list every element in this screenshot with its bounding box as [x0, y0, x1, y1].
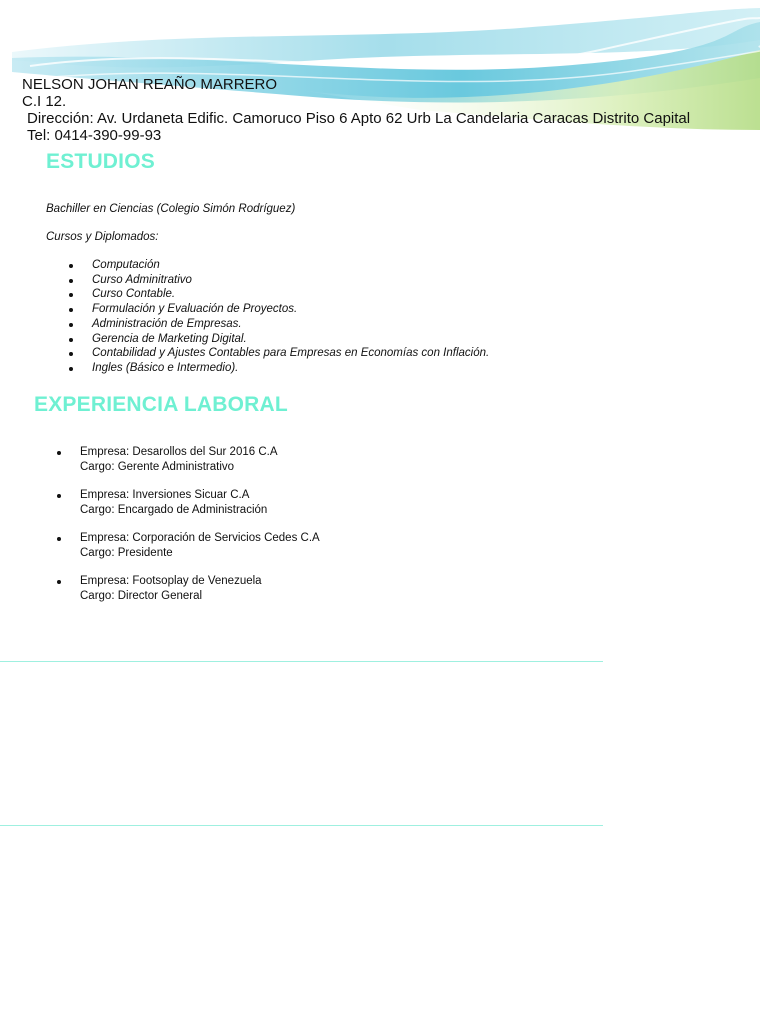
address: Dirección: Av. Urdaneta Edific. Camoruco Piso 6 Apto 62 Urb La Candelaria Caracas Distrito Capital	[27, 110, 691, 127]
job-company: Empresa: Inversiones Sicuar C.A	[80, 489, 250, 501]
job-position: Cargo: Encargado de Administración	[80, 503, 268, 516]
phone: Tel: 0414-390-99-93	[27, 127, 162, 144]
full-name: NELSON JOHAN REAÑO MARRERO	[22, 76, 278, 93]
studies-title: ESTUDIOS	[46, 150, 155, 173]
job-list	[34, 445, 320, 617]
list-item	[34, 488, 320, 517]
list-item: Ingles (Básico e Intermedio).	[46, 361, 489, 376]
list-item	[34, 531, 320, 560]
list-item: Computación	[46, 258, 489, 273]
job-company: Empresa: Corporación de Servicios Cedes C.A	[80, 532, 320, 544]
job-company: Empresa: Desarollos del Sur 2016 C.A	[80, 446, 278, 458]
job-position: Cargo: Presidente	[80, 546, 173, 559]
divider-line	[0, 661, 603, 662]
list-item: Curso Adminitrativo	[46, 273, 489, 288]
courses-heading: Cursos y Diplomados:	[46, 231, 159, 243]
course-list	[46, 258, 489, 376]
list-item: Contabilidad y Ajustes Contables para Empresas en Economías con Inflación.	[46, 346, 489, 361]
degree: Bachiller en Ciencias (Colegio Simón Rodríguez)	[46, 203, 296, 215]
list-item: Formulación y Evaluación de Proyectos.	[46, 302, 489, 317]
divider-line	[0, 825, 603, 826]
job-position: Cargo: Director General	[80, 589, 203, 602]
list-item: Administración de Empresas.	[46, 317, 489, 332]
job-position: Cargo: Gerente Administrativo	[80, 460, 235, 473]
list-item: Gerencia de Marketing Digital.	[46, 332, 489, 347]
job-company: Empresa: Footsoplay de Venezuela	[80, 575, 262, 587]
list-item: Curso Contable.	[46, 287, 489, 302]
list-item	[34, 445, 320, 474]
experience-title: EXPERIENCIA LABORAL	[34, 393, 288, 416]
list-item	[34, 574, 320, 603]
id-number: C.I 12.	[22, 93, 67, 110]
